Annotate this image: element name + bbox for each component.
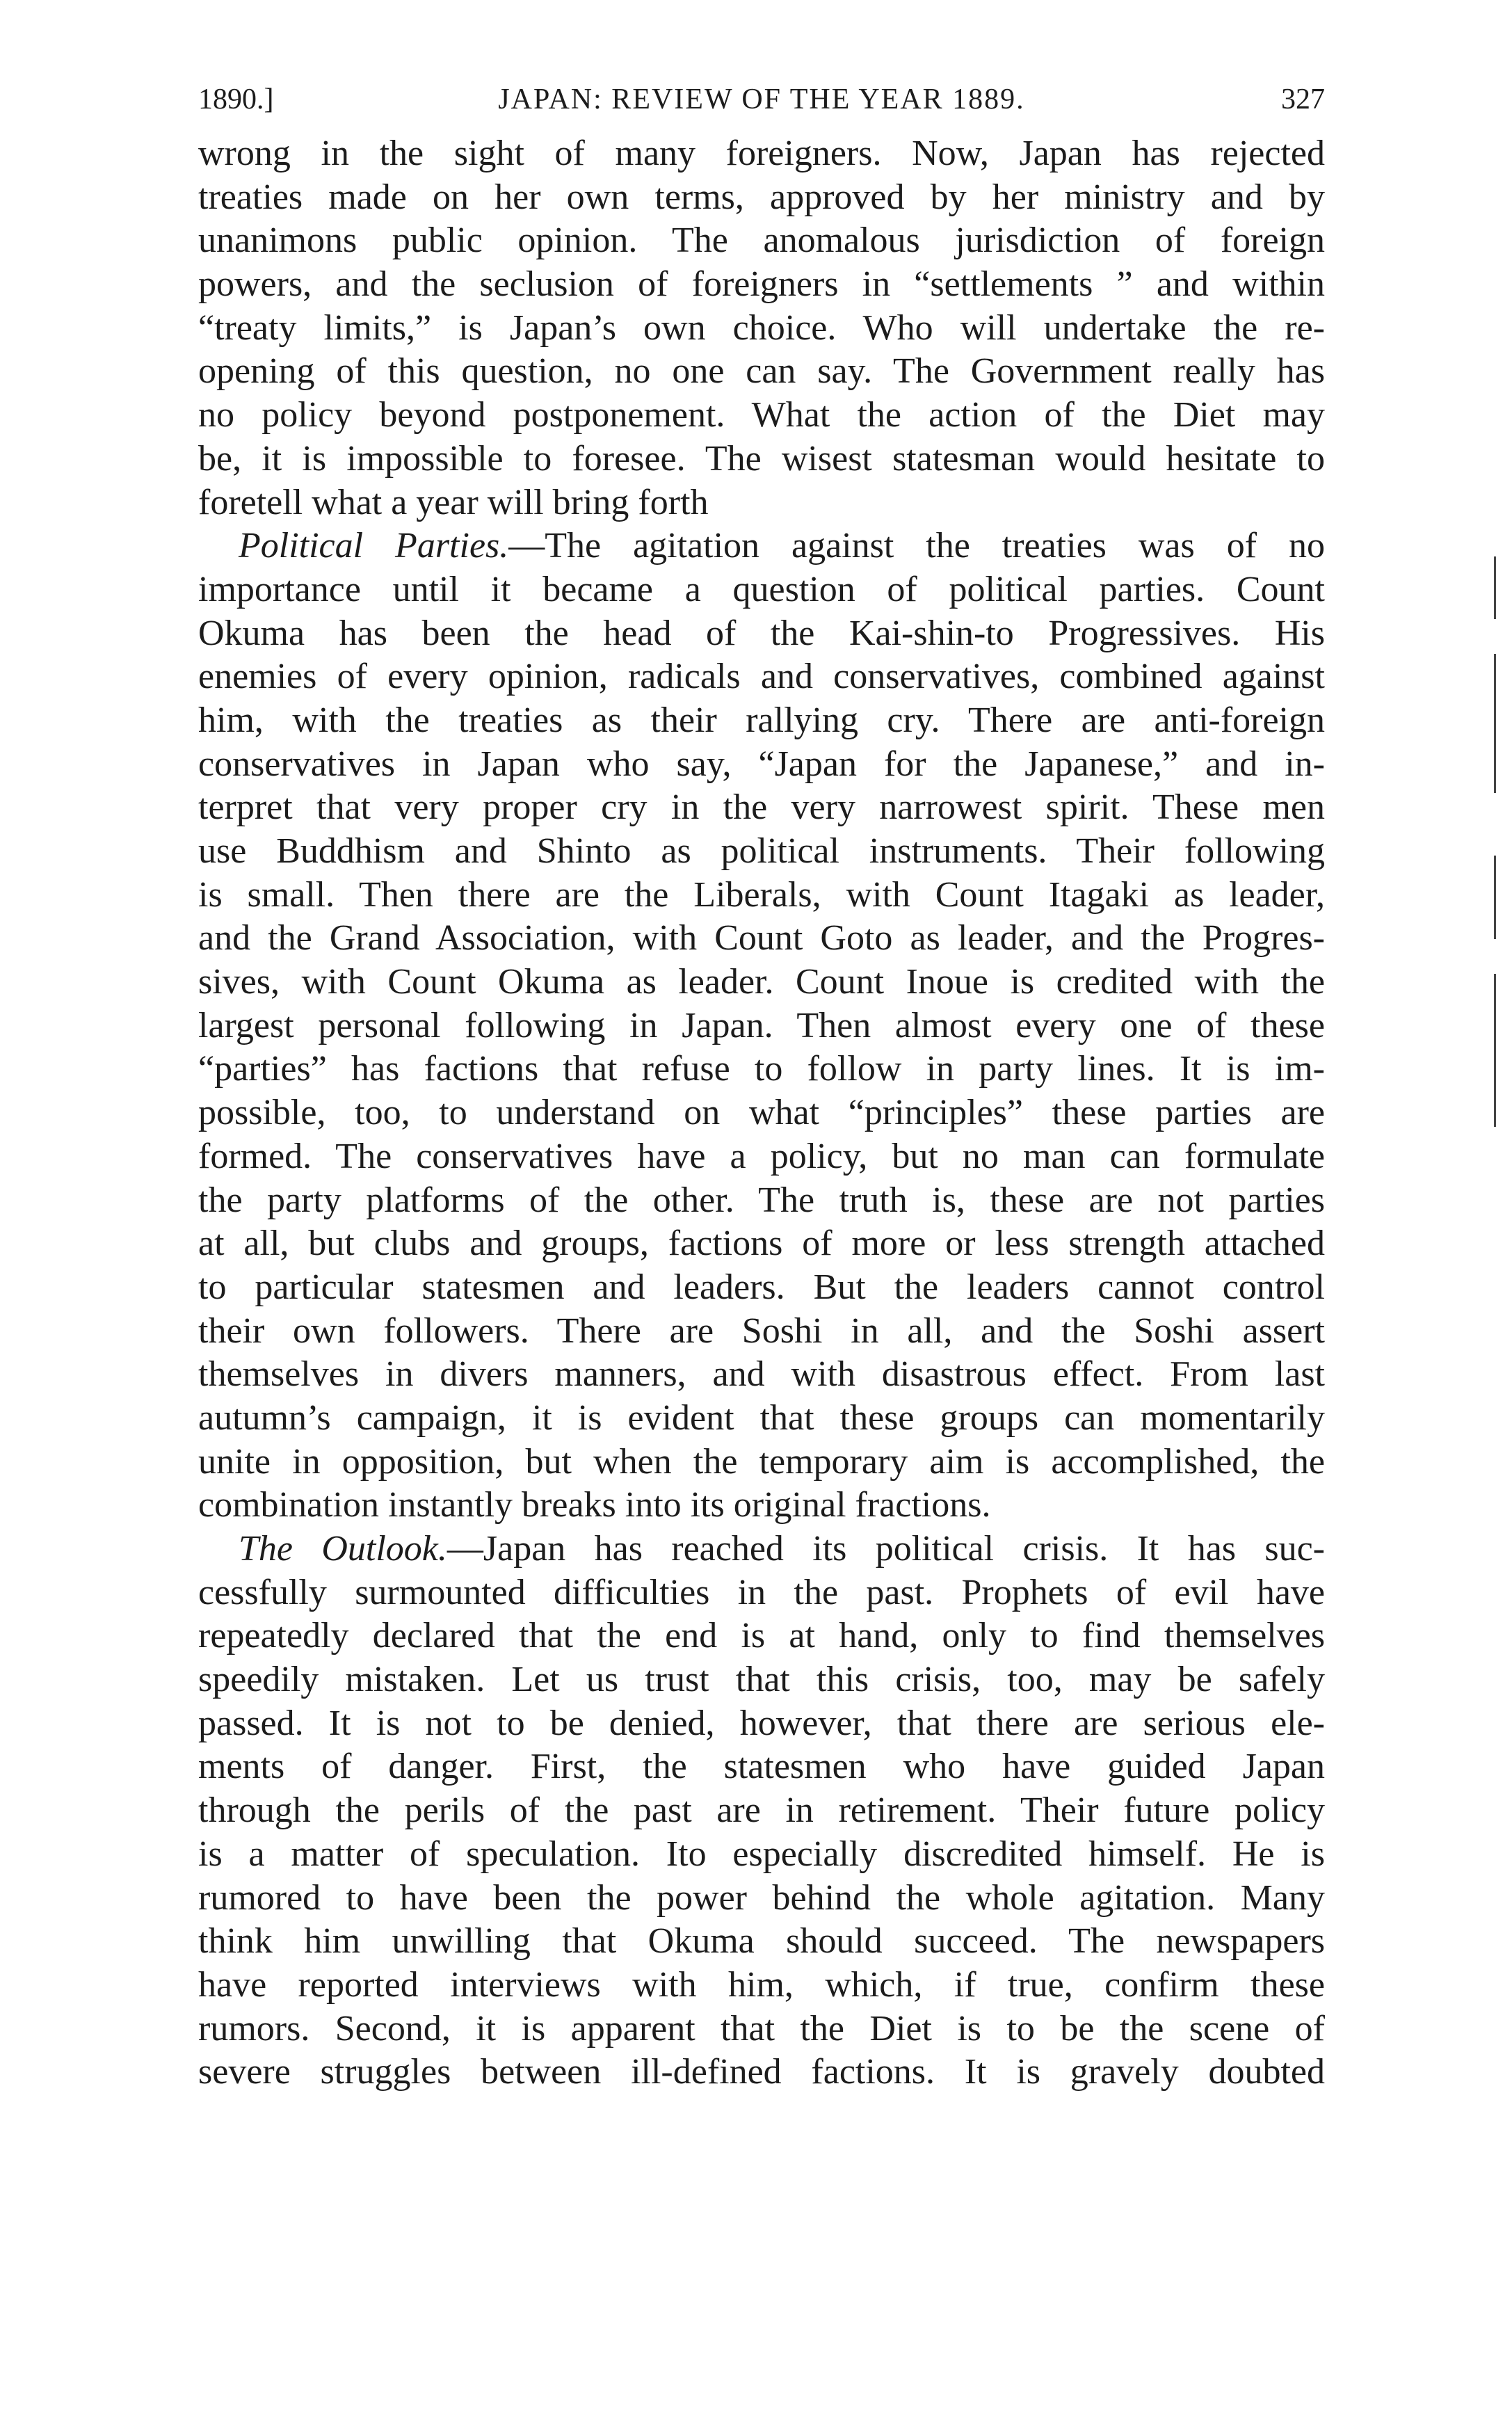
text-line [198, 1964, 1325, 2007]
text-line [198, 307, 1325, 351]
line-text: to particular statesmen and leaders. But the leaders cannot control [198, 1267, 1325, 1307]
text-line [198, 176, 1325, 220]
text-line [198, 394, 1325, 438]
text-line [198, 2007, 1325, 2051]
text-line [198, 2051, 1325, 2094]
text-line [198, 1135, 1325, 1179]
line-text: unite in opposition, but when the temporary aim is accomplished, the [198, 1441, 1325, 1482]
line-text: unanimons public opinion. The anomalous jurisdiction of foreign [198, 221, 1325, 261]
text-line [198, 1658, 1325, 1702]
section-heading: Political Parties. [239, 526, 509, 566]
text-line [198, 1310, 1325, 1354]
line-text: and the Grand Association, with Count Goto as leader, and the Progres- [198, 918, 1325, 959]
text-line [198, 1614, 1325, 1658]
text-line [198, 1179, 1325, 1223]
line-text: through the perils of the past are in retirement. Their future policy [198, 1790, 1325, 1831]
line-text: importance until it became a question of political parties. Count [198, 569, 1325, 609]
line-text: conservatives in Japan who say, “Japan for the Japanese,” and in- [198, 744, 1325, 784]
line-text: passed. It is not to be denied, however, that there are serious ele- [198, 1703, 1325, 1743]
text-line [198, 132, 1325, 176]
line-text: “parties” has factions that refuse to follow in party lines. It is im- [198, 1049, 1325, 1089]
text-line [198, 568, 1325, 612]
section-heading-line [198, 1528, 1325, 1571]
text-line [198, 1048, 1325, 1091]
section-heading: The Outlook. [239, 1529, 447, 1569]
body-text [198, 132, 1325, 2094]
text-line [198, 1789, 1325, 1833]
page-number: 327 [1281, 83, 1325, 115]
margin-scan-mark [1494, 856, 1496, 939]
line-text: Okuma has been the head of the Kai-shin-to Progressives. His [198, 613, 1325, 653]
line-text: terpret that very proper cry in the very narrowest spirit. These men [198, 787, 1325, 828]
text-line [198, 917, 1325, 961]
text-line [198, 786, 1325, 830]
text-line [198, 1745, 1325, 1789]
line-text: powers, and the seclusion of foreigners in “settlements ” and within [198, 264, 1325, 305]
line-text: is small. Then there are the Liberals, with Count Itagaki as leader, [198, 874, 1325, 915]
text-line [198, 1920, 1325, 1964]
text-line [198, 612, 1325, 656]
line-text: sives, with Count Okuma as leader. Count Inoue is credited with the [198, 962, 1325, 1002]
margin-scan-mark [1494, 556, 1496, 619]
line-text: use Buddhism and Shinto as political instruments. Their following [198, 831, 1325, 871]
running-header [198, 75, 1325, 124]
text-line [198, 1222, 1325, 1266]
line-text: foretell what a year will bring forth [198, 482, 709, 522]
line-text: —The agitation against the treaties was of no [508, 526, 1325, 566]
line-text: combination instantly breaks into its original fractions. [198, 1485, 991, 1525]
section-heading-line [198, 524, 1325, 568]
text-line [198, 481, 1325, 525]
text-line [198, 219, 1325, 263]
text-line [198, 438, 1325, 481]
line-text: the party platforms of the other. The truth is, these are not parties [198, 1180, 1325, 1220]
text-line [198, 1397, 1325, 1441]
line-text: wrong in the sight of many foreigners. Now, Japan has rejected [198, 134, 1325, 173]
line-text: themselves in divers manners, and with disastrous effect. From last [198, 1354, 1325, 1395]
text-line [198, 350, 1325, 394]
text-line [198, 263, 1325, 307]
text-line [198, 1353, 1325, 1397]
line-text: autumn’s campaign, it is evident that these groups can momentarily [198, 1397, 1325, 1438]
text-line [198, 1833, 1325, 1877]
text-line [198, 874, 1325, 917]
line-text: largest personal following in Japan. Then almost every one of these [198, 1005, 1325, 1045]
text-line [198, 1441, 1325, 1484]
text-line [198, 1702, 1325, 1746]
text-line [198, 1877, 1325, 1921]
line-text: speedily mistaken. Let us trust that this crisis, too, may be safely [198, 1660, 1325, 1700]
line-text: no policy beyond postponement. What the action of the Diet may [198, 395, 1325, 435]
text-line [198, 1266, 1325, 1310]
line-text: severe struggles between ill-defined factions. It is gravely doubted [198, 2052, 1325, 2092]
line-text: treaties made on her own terms, approved by her ministry and by [198, 177, 1325, 217]
margin-scan-mark [1494, 974, 1496, 1127]
text-line [198, 1091, 1325, 1135]
line-text: him, with the treaties as their rallying cry. There are anti-foreign [198, 700, 1325, 740]
line-text: their own followers. There are Soshi in all, and the Soshi assert [198, 1310, 1325, 1351]
header-title: JAPAN: REVIEW OF THE YEAR 1889. [498, 83, 1025, 115]
line-text: ments of danger. First, the statesmen who have guided Japan [198, 1747, 1325, 1787]
text-line [198, 830, 1325, 874]
line-text: is a matter of speculation. Ito especially discredited himself. He is [198, 1834, 1325, 1874]
text-line [198, 961, 1325, 1004]
header-date: 1890.] [198, 83, 274, 115]
line-text: have reported interviews with him, which, if true, confirm these [198, 1964, 1325, 2005]
line-text: at all, but clubs and groups, factions of more or less strength attached [198, 1224, 1325, 1264]
line-text: —Japan has reached its political crisis. It has suc- [447, 1529, 1325, 1569]
text-line [198, 743, 1325, 787]
line-text: opening of this question, no one can say. The Government really has [198, 351, 1325, 392]
margin-scan-mark [1494, 654, 1496, 793]
text-line [198, 1484, 1325, 1528]
text-line [198, 1571, 1325, 1615]
line-text: formed. The conservatives have a policy, but no man can formulate [198, 1136, 1325, 1176]
line-text: rumored to have been the power behind the whole agitation. Many [198, 1877, 1325, 1918]
line-text: “treaty limits,” is Japan’s own choice. Who will undertake the re- [198, 307, 1325, 348]
text-line [198, 699, 1325, 743]
line-text: enemies of every opinion, radicals and conservatives, combined against [198, 657, 1325, 697]
line-text: think him unwilling that Okuma should succeed. The newspapers [198, 1921, 1325, 1962]
line-text: rumors. Second, it is apparent that the Diet is to be the scene of [198, 2008, 1325, 2049]
line-text: repeatedly declared that the end is at hand, only to find themselves [198, 1616, 1325, 1656]
line-text: cessfully surmounted difficulties in the past. Prophets of evil have [198, 1572, 1325, 1612]
text-line [198, 655, 1325, 699]
line-text: possible, too, to understand on what “principles” these parties are [198, 1093, 1325, 1133]
line-text: be, it is impossible to foresee. The wisest statesman would hesitate to [198, 438, 1325, 479]
text-line [198, 1004, 1325, 1048]
